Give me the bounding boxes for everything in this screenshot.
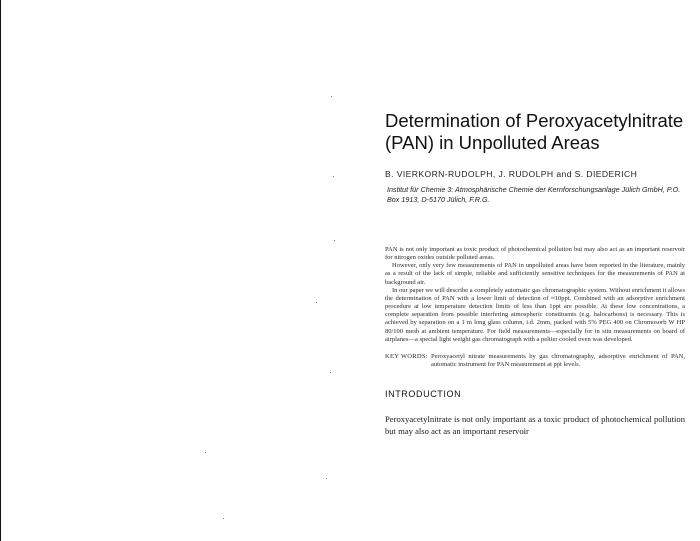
keywords-block: [385, 353, 685, 370]
scan-speck: [205, 452, 206, 453]
article-column: [385, 96, 685, 437]
abstract-paragraph: PAN is not only important as toxic product of photochemical pollution but may also act as an important reservoir for nitrogen oxides outside polluted areas.: [385, 246, 685, 262]
abstract-paragraph: However, only very few measurements of PAN in unpolluted areas have been reported in the literature, mainly as a result of the lack of simple, reliable and sufficiently sensitive techniques for the measurements of PAN at background air.: [385, 262, 685, 286]
scan-speck: [334, 240, 335, 241]
author-list: B. VIERKORN-RUDOLPH, J. RUDOLPH and S. DIEDERICH: [385, 169, 638, 179]
section-heading-introduction: INTRODUCTION: [385, 389, 462, 400]
scan-speck: [330, 372, 331, 373]
abstract: [385, 246, 685, 344]
scan-speck: [316, 302, 317, 303]
author-affiliation: Institut für Chemie 3: Atmosphärische Chemie der Kernforschungsanlage Jülich GmbH, P.O. Box 1913, D-5170 Jülich, F.R.G.: [387, 185, 681, 204]
introduction-text: Peroxyacetylnitrate is not only important as a toxic product of photochemical pollution but may also act as an important reservoir: [385, 414, 685, 436]
page-gutter-edge: [0, 0, 1, 541]
paper-title: Determination of Peroxyacetylnitrate (PAN) in Unpolluted Areas: [385, 110, 684, 153]
abstract-paragraph: In our paper we will describe a completely automatic gas chromatographic system. Without enrichment it allows the determination of PAN with a lower limit of detection of ≈10ppt. Combined with an adsorptive enrichment procedure at low temperature detection limits of less than 1ppt are possible. At these low concentrations, a complete separation from possible interfering atmospheric constituents (e.g. halocarbons) is necessary. This is achieved by separation on a 1 m long glass column, i.d. 2mm, packed with 5% PEG 400 on Chromosorb W HP 80/100 mesh at ambient temperature. For field measurements—especially for in situ measurements on board of airplanes—a special light weight gas chromatograph with a peltier cooled oven was developed.: [385, 286, 685, 343]
keywords-text: Peroxyacetyl nitrate measurements by gas chromatography, adsorptive enrichment of PAN, automatic instrument for PAN measurement at ppt levels.: [431, 352, 685, 369]
scan-speck: [331, 96, 332, 97]
keywords-label: KEY WORDS:: [385, 352, 428, 360]
scan-speck: [326, 478, 327, 479]
scan-speck: [333, 176, 334, 177]
scan-speck: [223, 518, 224, 519]
